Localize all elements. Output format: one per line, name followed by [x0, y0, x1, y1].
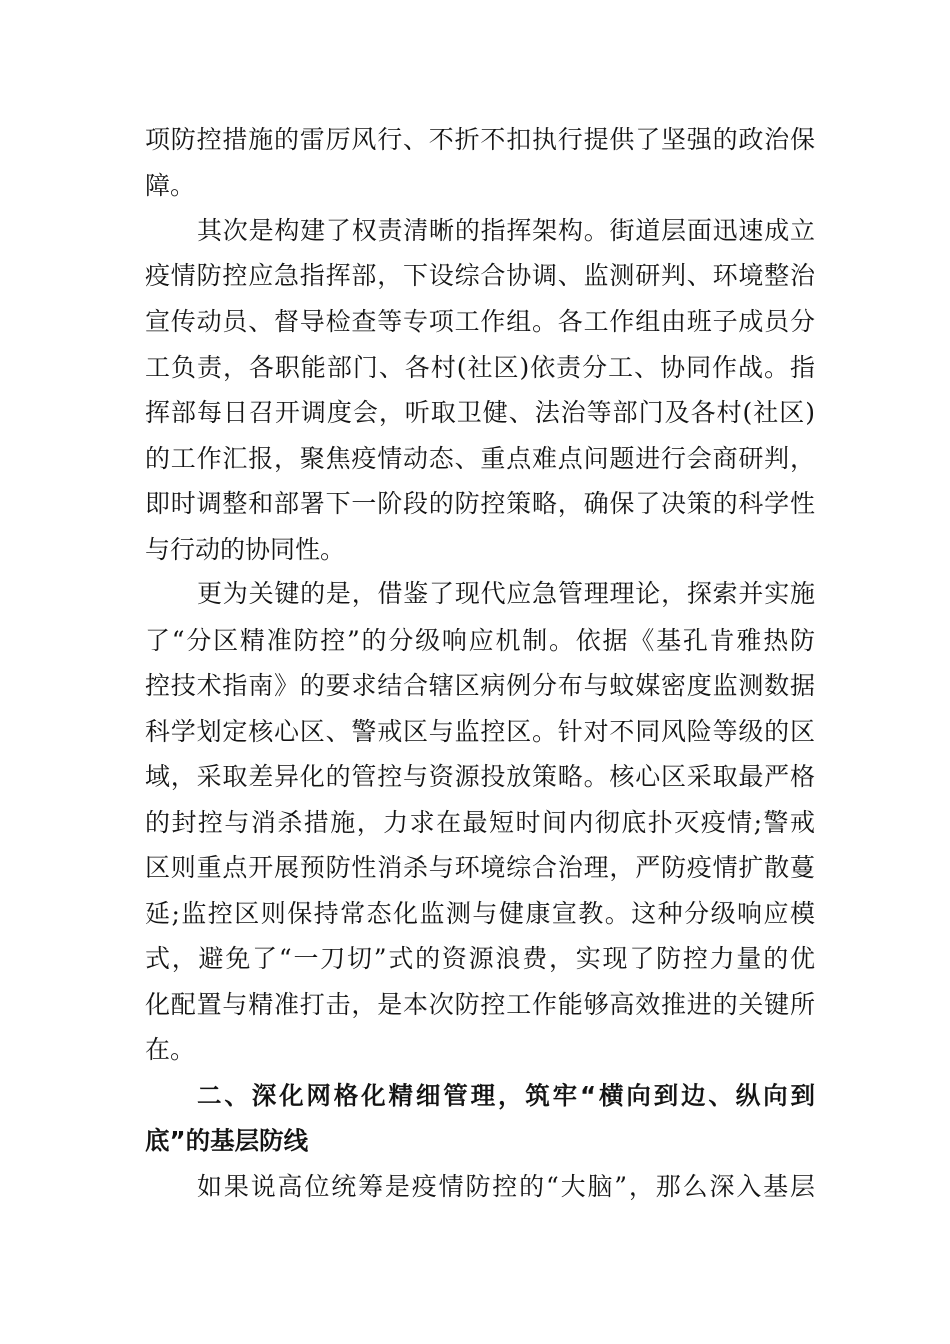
- text-line: 的工作汇报，聚焦疫情动态、重点难点问题进行会商研判，: [145, 444, 815, 473]
- text-line: 与行动的协同性。: [145, 535, 346, 564]
- section-heading-line: 底”的基层防线: [145, 1126, 309, 1155]
- section-heading-line: 二、深化网格化精细管理，筑牢“横向到边、纵向到: [197, 1081, 815, 1110]
- paragraph-start-line: 更为关键的是，借鉴了现代应急管理理论，探索并实施: [197, 579, 815, 608]
- text-line: 控技术指南》的要求结合辖区病例分布与蚊媒密度监测数据: [145, 671, 815, 700]
- text-line: 化配置与精准打击，是本次防控工作能够高效推进的关键所: [145, 990, 815, 1019]
- text-line: 工负责，各职能部门、各村(社区)依责分工、协同作战。指: [145, 353, 815, 382]
- paragraph-start-line: 其次是构建了权责清晰的指挥架构。街道层面迅速成立: [197, 216, 815, 245]
- text-line: 延;监控区则保持常态化监测与健康宣教。这种分级响应模: [145, 899, 815, 928]
- text-line: 在。: [145, 1035, 196, 1064]
- text-line: 域，采取差异化的管控与资源投放策略。核心区采取最严格: [145, 762, 815, 791]
- text-line: 的封控与消杀措施，力求在最短时间内彻底扑灭疫情;警戒: [145, 808, 815, 837]
- text-line: 障。: [145, 171, 196, 200]
- text-line: 了“分区精准防控”的分级响应机制。依据《基孔肯雅热防: [145, 626, 815, 655]
- paragraph-start-line: 如果说高位统筹是疫情防控的“大脑”，那么深入基层: [197, 1172, 815, 1201]
- text-line: 科学划定核心区、警戒区与监控区。针对不同风险等级的区: [145, 717, 815, 746]
- text-line: 项防控措施的雷厉风行、不折不扣执行提供了坚强的政治保: [145, 125, 815, 154]
- text-line: 疫情防控应急指挥部，下设综合协调、监测研判、环境整治: [145, 261, 815, 290]
- text-line: 区则重点开展预防性消杀与环境综合治理，严防疫情扩散蔓: [145, 853, 815, 882]
- text-line: 式，避免了“一刀切”式的资源浪费，实现了防控力量的优: [145, 944, 815, 973]
- text-line: 宣传动员、督导检查等专项工作组。各工作组由班子成员分: [145, 307, 815, 336]
- text-line: 即时调整和部署下一阶段的防控策略，确保了决策的科学性: [145, 489, 815, 518]
- text-line: 挥部每日召开调度会，听取卫健、法治等部门及各村(社区): [145, 398, 815, 427]
